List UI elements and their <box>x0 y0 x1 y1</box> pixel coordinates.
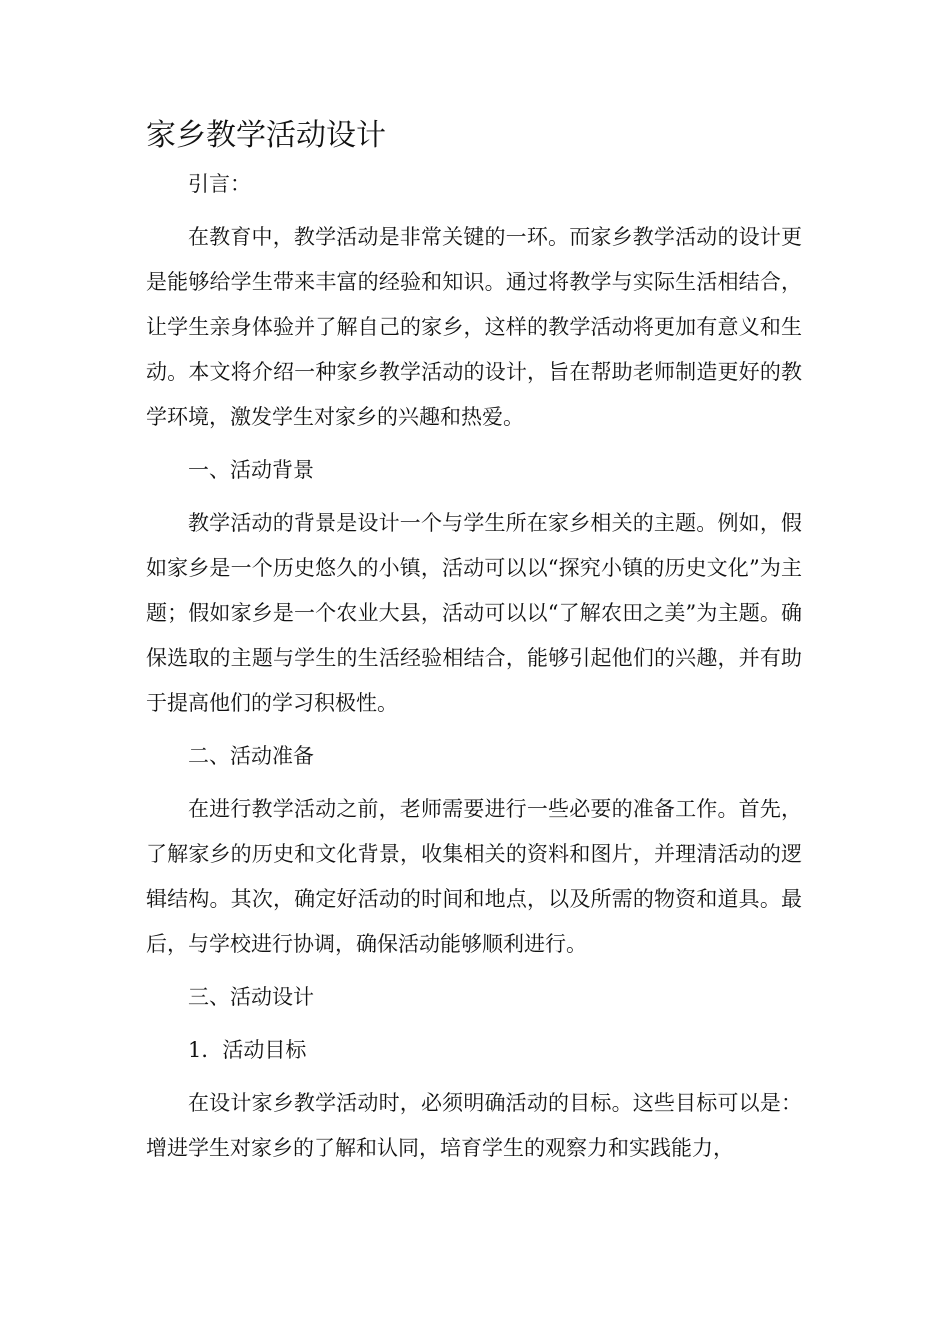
section-heading-preparation: 二、活动准备 <box>188 744 314 768</box>
section-heading-background: 一、活动背景 <box>188 458 314 482</box>
goals-paragraph: 在设计家乡教学活动时，必须明确活动的目标。这些目标可以是：增进学生对家乡的了解和认同，培育学生的观察力和实践能力， <box>146 1091 802 1160</box>
document-body <box>146 162 802 1179</box>
document-title: 家乡教学活动设计 <box>146 118 386 153</box>
intro-paragraph: 在教育中，教学活动是非常关键的一环。而家乡教学活动的设计更是能够给学生带来丰富的经验和知识。通过将教学与实际生活相结合，让学生亲身体验并了解自己的家乡，这样的教学活动将更加有意义和生动。本文将介绍一种家乡教学活动的设计，旨在帮助老师制造更好的教学环境，激发学生对家乡的兴趣和热爱。 <box>146 225 802 429</box>
subsection-heading-goals: 1．活动目标 <box>188 1038 307 1062</box>
preparation-paragraph: 在进行教学活动之前，老师需要进行一些必要的准备工作。首先，了解家乡的历史和文化背景，收集相关的资料和图片，并理清活动的逻辑结构。其次，确定好活动的时间和地点，以及所需的物资和道具。最后，与学校进行协调，确保活动能够顺利进行。 <box>146 797 802 956</box>
intro-label: 引言： <box>188 172 251 196</box>
section-heading-design: 三、活动设计 <box>188 985 314 1009</box>
background-paragraph: 教学活动的背景是设计一个与学生所在家乡相关的主题。例如，假如家乡是一个历史悠久的小镇，活动可以以“探究小镇的历史文化”为主题；假如家乡是一个农业大县，活动可以以“了解农田之美”为主题。确保选取的主题与学生的生活经验相结合，能够引起他们的兴趣，并有助于提高他们的学习积极性。 <box>146 511 802 715</box>
